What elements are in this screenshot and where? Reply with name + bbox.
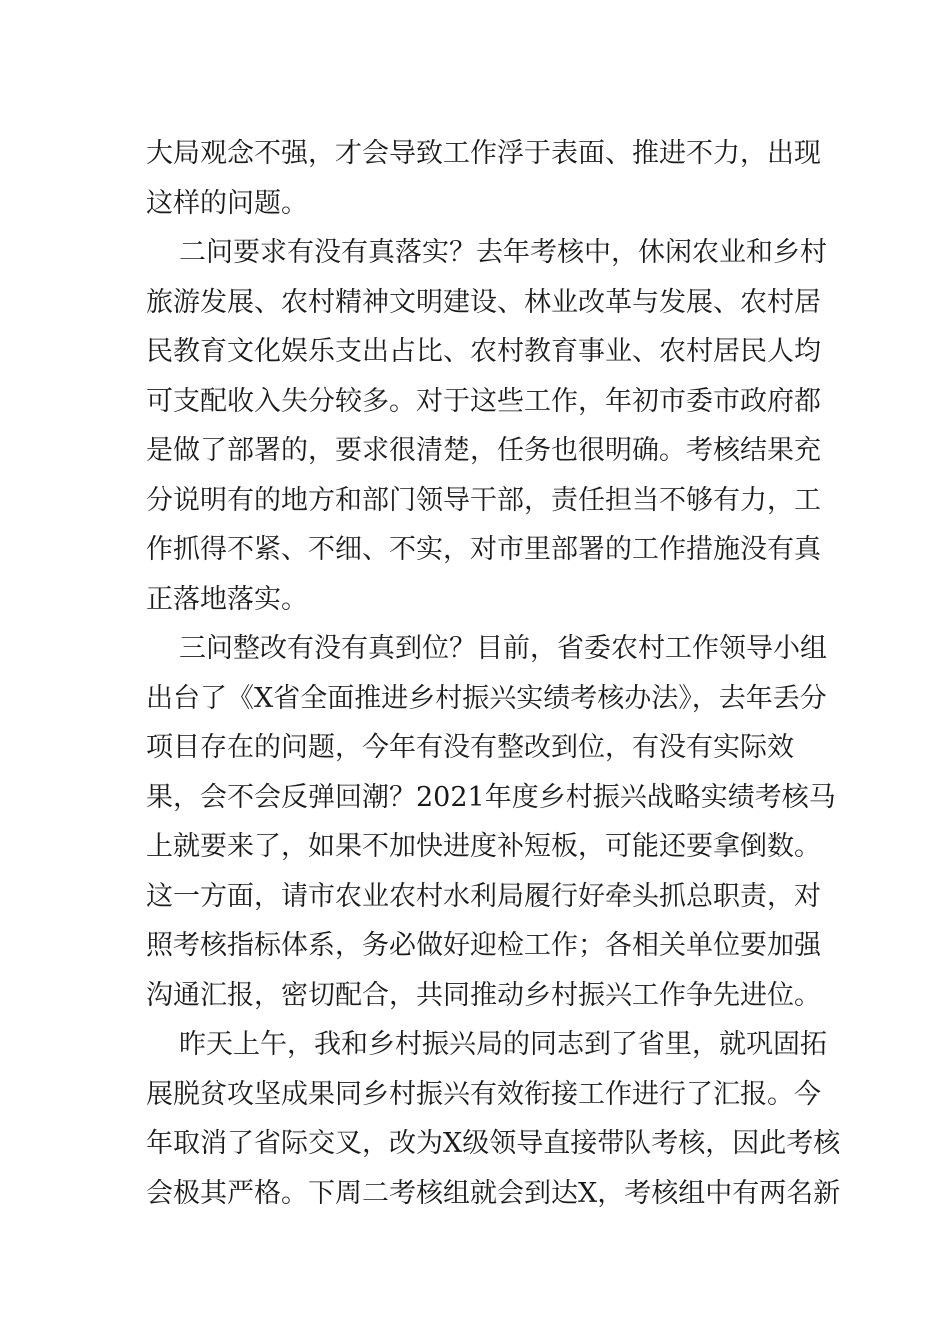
- text-line: 昨天上午，我和乡村振兴局的同志到了省里，就巩固拓: [179, 1029, 827, 1060]
- text-line: 出台了《X省全面推进乡村振兴实绩考核办法》，去年丢分: [146, 682, 827, 714]
- text-line: 会极其严格。下周二考核组就会到达X，考核组中有两名新: [146, 1177, 841, 1209]
- paragraph-4: [146, 1020, 841, 1218]
- text-line: 这一方面，请市农业农村水利局履行好牵头抓总职责，对: [146, 880, 821, 912]
- text-line: 二问要求有没有真落实？去年考核中，休闲农业和乡村: [179, 237, 827, 268]
- text-line: 三问整改有没有真到位？目前，省委农村工作领导小组: [179, 633, 827, 664]
- paragraph-3: [146, 624, 836, 1020]
- text-line: 民教育文化娱乐支出占比、农村教育事业、农村居民人均: [146, 336, 821, 367]
- paragraph-1: [146, 129, 821, 228]
- text-line: 是做了部署的，要求很清楚，任务也很明确。考核结果充: [146, 435, 821, 466]
- paragraph-2: [146, 228, 827, 624]
- text-line: 年取消了省际交叉，改为X级领导直接带队考核，因此考核: [146, 1128, 841, 1159]
- text-line: 沟通汇报，密切配合，共同推动乡村振兴工作争先进位。: [146, 979, 821, 1011]
- text-line: 可支配收入失分较多。对于这些工作，年初市委市政府都: [146, 385, 821, 417]
- text-line: 照考核指标体系，务必做好迎检工作；各相关单位要加强: [146, 930, 821, 961]
- text-line: 作抓得不紧、不细、不实，对市里部署的工作措施没有真: [146, 534, 821, 565]
- text-line: 展脱贫攻坚成果同乡村振兴有效衔接工作进行了汇报。今: [146, 1078, 821, 1110]
- document-body: [146, 129, 841, 1218]
- text-line: 这样的问题。: [146, 187, 308, 219]
- text-line: 果，会不会反弹回潮？2021年度乡村振兴战略实绩考核马: [146, 781, 836, 813]
- text-line: 项目存在的问题，今年有没有整改到位，有没有实际效: [146, 732, 794, 763]
- text-line: 分说明有的地方和部门领导干部，责任担当不够有力，工: [146, 484, 821, 516]
- text-line: 正落地落实。: [146, 583, 308, 615]
- text-line: 旅游发展、农村精神文明建设、林业改革与发展、农村居: [146, 286, 821, 318]
- text-line: 上就要来了，如果不加快进度补短板，可能还要拿倒数。: [146, 831, 821, 862]
- text-line: 大局观念不强，才会导致工作浮于表面、推进不力，出现: [146, 138, 821, 169]
